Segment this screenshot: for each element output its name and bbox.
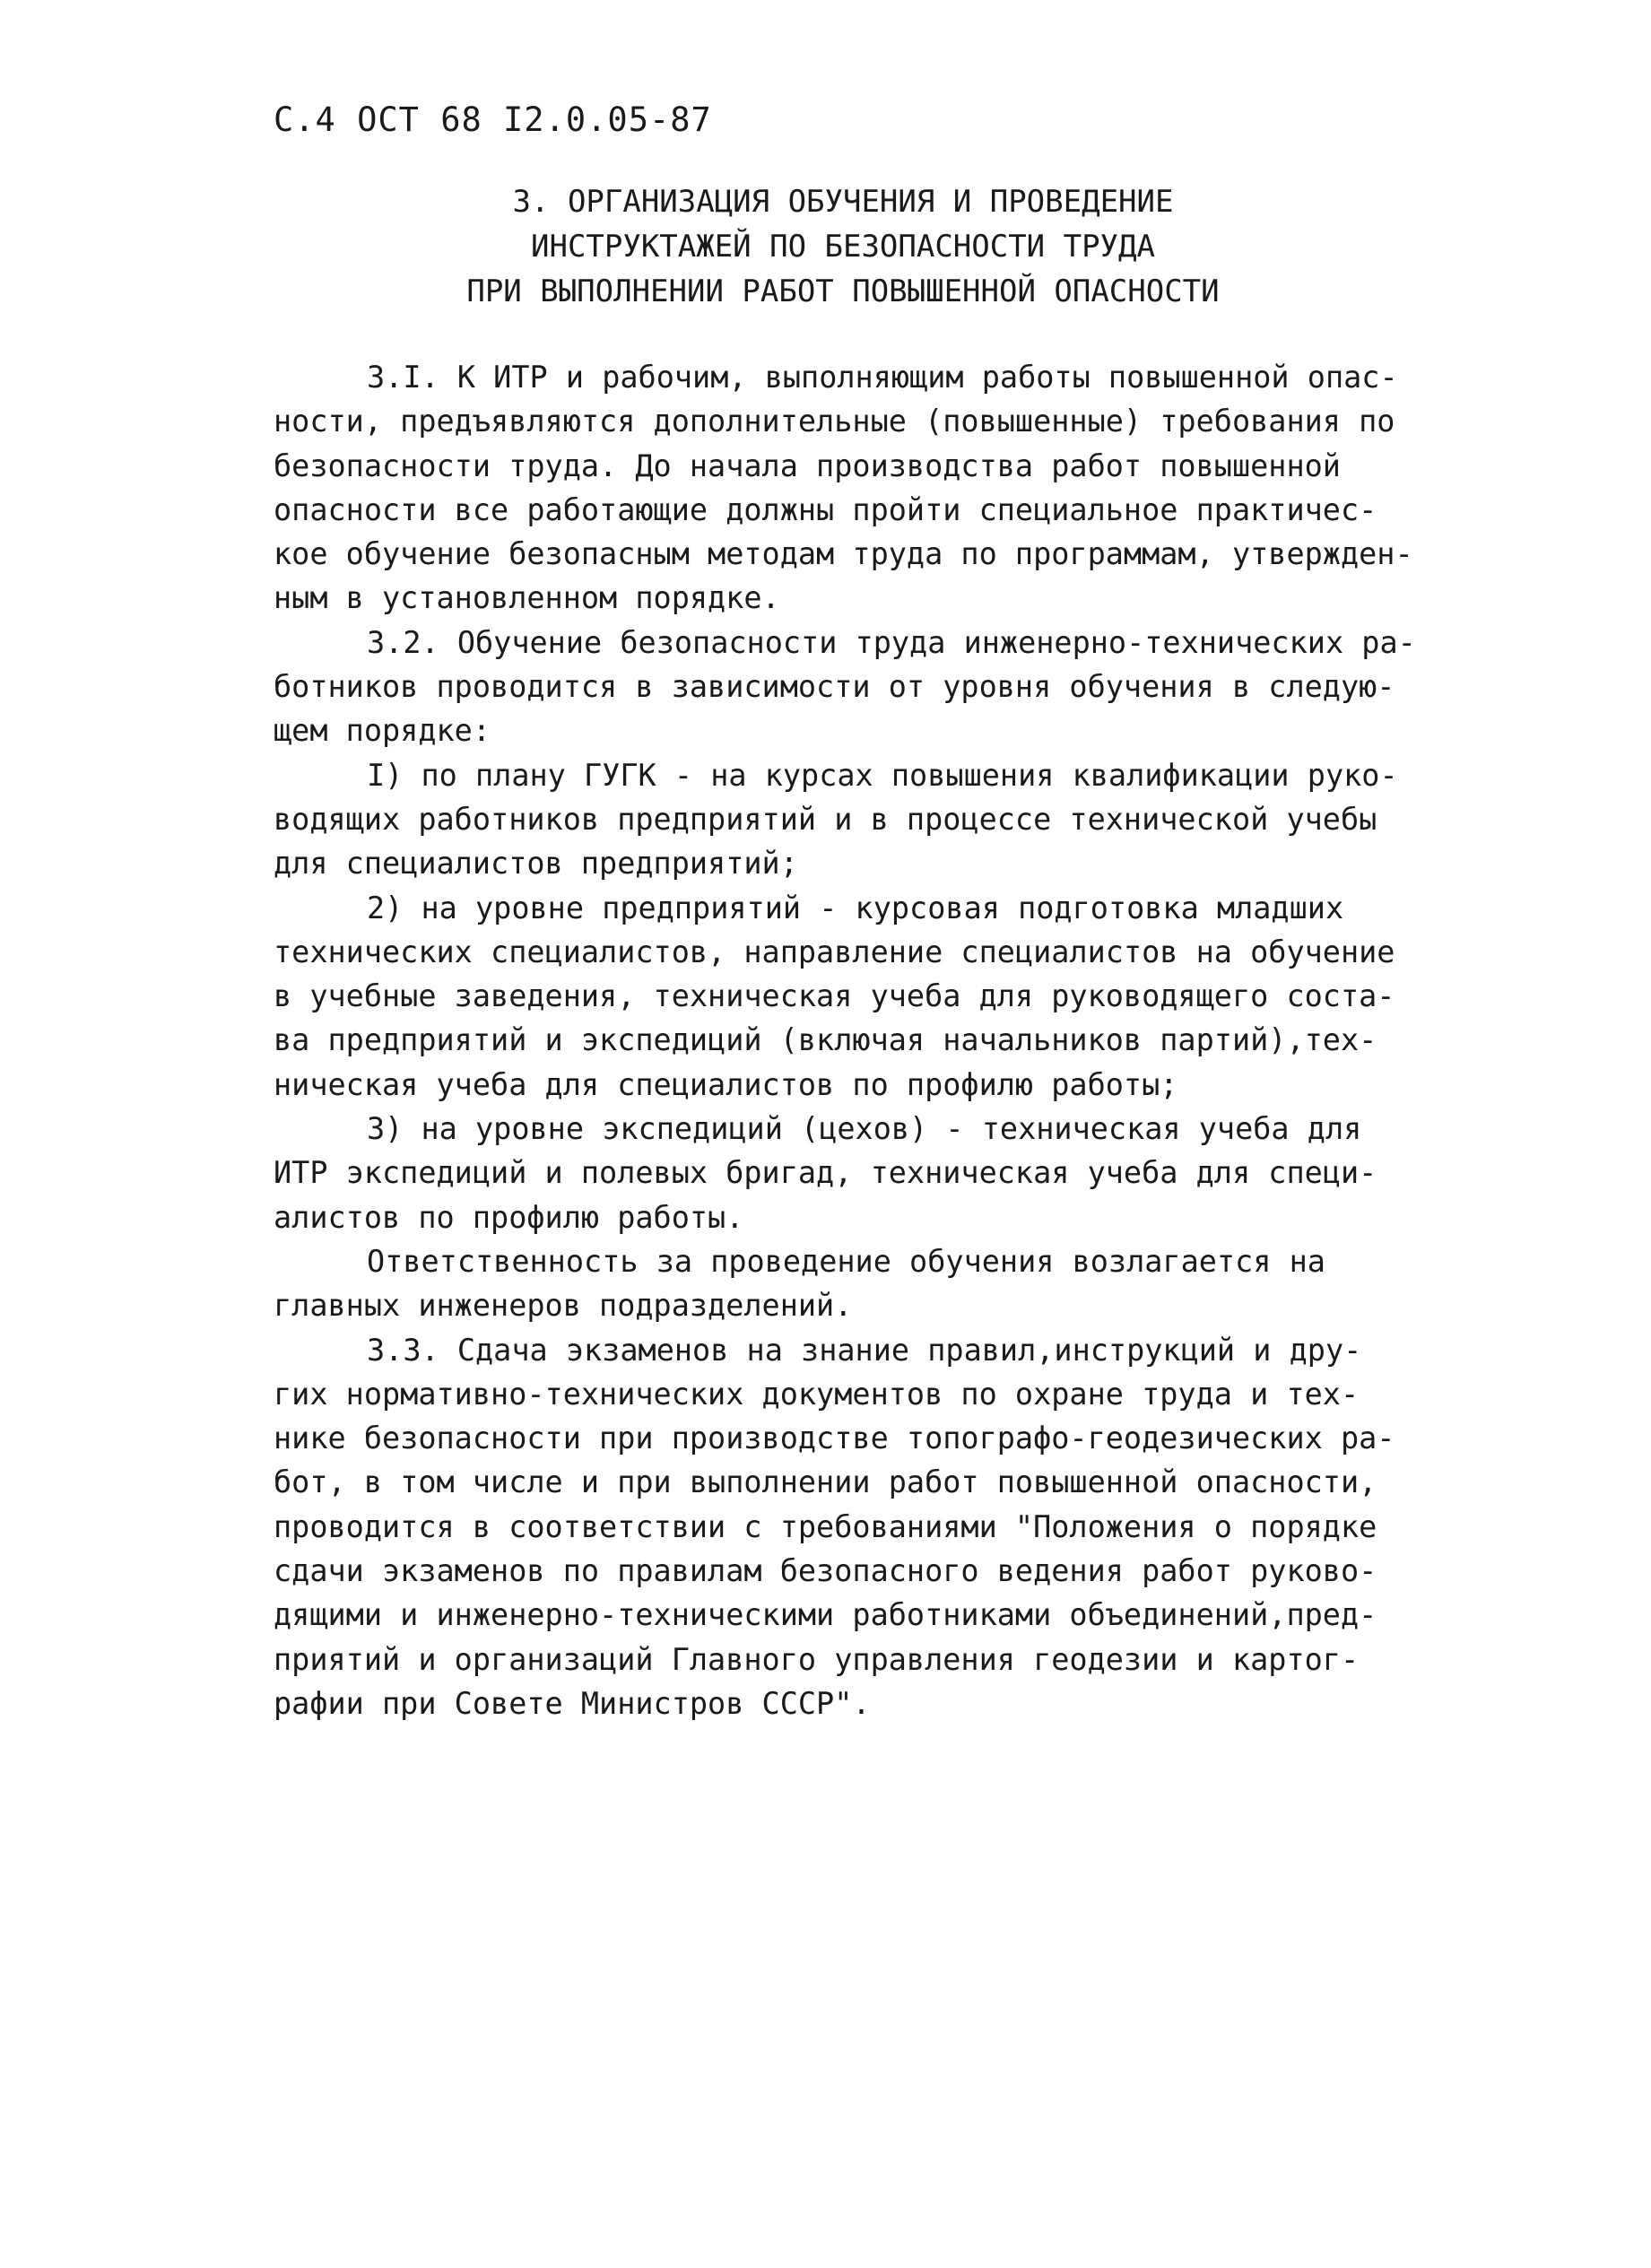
paragraph-line: главных инженеров подразделений. [274, 1288, 853, 1324]
paragraph-line: ническая учеба для специалистов по профилю работы; [274, 1066, 1178, 1102]
paragraph-line: технических специалистов, направление специалистов на обучение [274, 934, 1395, 969]
paragraph-line: бот, в том числе и при выполнении работ повышенной опасности, [274, 1464, 1377, 1500]
section-title-line: 3. ОРГАНИЗАЦИЯ ОБУЧЕНИЯ И ПРОВЕДЕНИЕ [512, 184, 1174, 220]
paragraph-line: ва предприятий и экспедиций (включая начальников партий),тех- [274, 1022, 1377, 1058]
paragraph-line: опасности все работающие должны пройти специальное практичес- [274, 491, 1377, 527]
section-title-line: ИНСТРУКТАЖЕЙ ПО БЕЗОПАСНОСТИ ТРУДА [531, 229, 1155, 265]
paragraph-line: приятий и организаций Главного управления геодезии и картог- [274, 1641, 1360, 1677]
section-title [323, 179, 1363, 314]
page-header: С.4 ОСТ 68 I2.0.05-87 [274, 100, 712, 139]
paragraph-line: нике безопасности при производстве топографо-геодезических ра- [274, 1421, 1395, 1456]
paragraph-line: ным в установленном порядке. [274, 580, 780, 616]
paragraph-line: 2) на уровне предприятий - курсовая подготовка младших [367, 890, 1344, 925]
paragraph-line: ИТР экспедиций и полевых бригад, техническая учеба для специ- [274, 1155, 1377, 1191]
paragraph-line: для специалистов предприятий; [274, 846, 798, 882]
paragraph-line: 3.I. К ИТР и рабочим, выполняющим работы повышенной опас- [367, 360, 1398, 395]
paragraph-line: рафии при Совете Министров СССР". [274, 1685, 871, 1721]
paragraph-line: 3) на уровне экспедиций (цехов) - техническая учеба для [367, 1111, 1362, 1147]
paragraph-line: кое обучение безопасным методам труда по программам, утвержден- [274, 536, 1413, 572]
paragraph-line: ности, предъявляются дополнительные (повышенные) требования по [274, 404, 1395, 439]
paragraph-line: 3.2. Обучение безопасности труда инженерно-технических ра- [367, 624, 1416, 660]
paragraph-line: водящих работников предприятий и в процессе технической учебы [274, 801, 1377, 837]
paragraph-line: ботников проводится в зависимости от уровня обучения в следую- [274, 669, 1395, 705]
paragraph-line: безопасности труда. До начала производства работ повышенной [274, 448, 1341, 483]
paragraph-line: гих нормативно-технических документов по охране труда и тех- [274, 1376, 1360, 1412]
paragraph-line: дящими и инженерно-техническими работниками объединений,пред- [274, 1597, 1377, 1633]
paragraph-line: в учебные заведения, техническая учеба для руководящего соста- [274, 978, 1395, 1014]
paragraph-line: Ответственность за проведение обучения возлагается на [367, 1243, 1325, 1279]
paragraph-line: проводится в соответствии с требованиями "Положения о порядке [274, 1508, 1377, 1544]
paragraph-line: сдачи экзаменов по правилам безопасного ведения работ руково- [274, 1553, 1377, 1589]
paragraph-line: 3.3. Сдача экзаменов на знание правил,инструкций и дру- [367, 1332, 1362, 1368]
paragraph-line: щем порядке: [274, 713, 491, 749]
body-text [274, 355, 1416, 1725]
section-title-line: ПРИ ВЫПОЛНЕНИИ РАБОТ ПОВЫШЕННОЙ ОПАСНОСТИ [466, 274, 1220, 309]
paragraph-line: алистов по профилю работы. [274, 1199, 744, 1235]
paragraph-line: I) по плану ГУГК - на курсах повышения квалификации руко- [367, 757, 1398, 793]
